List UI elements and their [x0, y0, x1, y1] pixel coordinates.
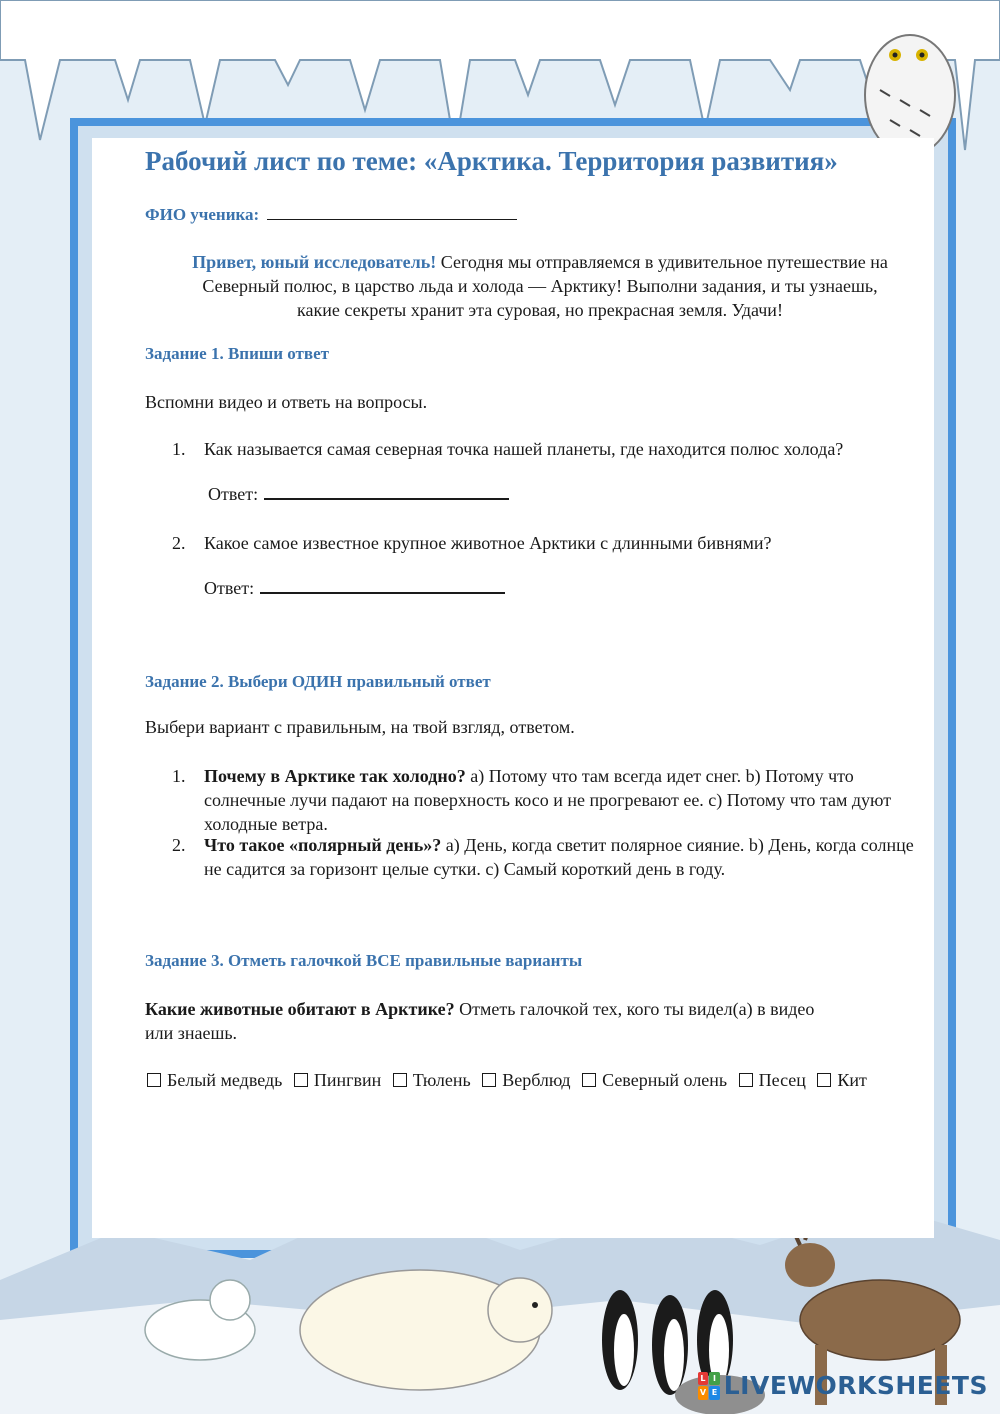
- checkbox-label: Тюлень: [412, 1070, 471, 1090]
- task3-question-rest: Отметь галочкой тех, кого ты видел(а) в видео: [454, 999, 815, 1019]
- intro-line2: Северный полюс, в царство льда и холода — Арктику! Выполни задания, и ты узнаешь,: [202, 276, 878, 296]
- question-text: [204, 833, 932, 881]
- question-options: a) Потому что там всегда идет снег. b) Потому что солнечные лучи падают на поверхность косо и не прогревают ее. c) Потому что там дуют холодные ветра.: [204, 766, 892, 834]
- checkbox-option[interactable]: [145, 1070, 282, 1090]
- task2-question: [172, 833, 932, 881]
- question-number: 1.: [172, 766, 186, 786]
- answer-field[interactable]: [264, 484, 509, 500]
- task1-question: [172, 437, 932, 461]
- question-number: 2.: [172, 533, 186, 553]
- task1-answer-row: [204, 578, 505, 599]
- animal-checkbox-list: [145, 1070, 945, 1091]
- task1-heading: Задание 1. Впиши ответ: [145, 344, 329, 363]
- question-bold: Почему в Арктике так холодно?: [204, 766, 466, 786]
- question-text: Как называется самая северная точка нашей планеты, где находится полюс холода?: [204, 439, 844, 459]
- intro-line3: какие секреты хранит эта суровая, но прекрасная земля. Удачи!: [297, 300, 783, 320]
- checkbox-option[interactable]: [292, 1070, 381, 1090]
- task2-heading: Задание 2. Выбери ОДИН правильный ответ: [145, 672, 491, 691]
- liveworksheets-badge-icon: [698, 1372, 720, 1400]
- checkbox[interactable]: [817, 1073, 831, 1087]
- question-text: [204, 764, 932, 836]
- checkbox[interactable]: [393, 1073, 407, 1087]
- task3-question-line2: или знаешь.: [145, 1023, 238, 1043]
- task1-instruction: Вспомни видео и ответь на вопросы.: [145, 392, 428, 412]
- checkbox[interactable]: [147, 1073, 161, 1087]
- checkbox-label: Северный олень: [602, 1070, 728, 1090]
- badge-letter: L: [698, 1372, 709, 1386]
- intro-greeting: Привет, юный исследователь!: [192, 252, 437, 272]
- question-text: Какое самое известное крупное животное Арктики с длинными бивнями?: [204, 533, 772, 553]
- badge-letter: I: [709, 1372, 720, 1386]
- page-title: Рабочий лист по теме: «Арктика. Территория развития»: [145, 146, 838, 176]
- student-name-row: [145, 205, 517, 225]
- liveworksheets-logo: [698, 1371, 988, 1400]
- badge-letter: E: [709, 1386, 720, 1400]
- badge-letter: V: [698, 1386, 709, 1400]
- task2-question: [172, 764, 932, 836]
- checkbox-option[interactable]: [737, 1070, 806, 1090]
- question-bold: Что такое «полярный день»?: [204, 835, 442, 855]
- answer-label: Ответ:: [204, 578, 255, 598]
- checkbox-option[interactable]: [580, 1070, 727, 1090]
- checkbox-label: Кит: [837, 1070, 867, 1090]
- intro-paragraph: [140, 250, 940, 322]
- task1-answer-row: [208, 484, 509, 505]
- student-name-label: ФИО ученика:: [145, 205, 260, 224]
- task3-question: [145, 997, 814, 1045]
- checkbox-label: Белый медведь: [167, 1070, 283, 1090]
- answer-field[interactable]: [260, 578, 505, 594]
- intro-line1: Сегодня мы отправляемся в удивительное путешествие на: [436, 252, 888, 272]
- checkbox-option[interactable]: [480, 1070, 570, 1090]
- checkbox-option[interactable]: [815, 1070, 867, 1090]
- task2-instruction: Выбери вариант с правильным, на твой взгляд, ответом.: [145, 717, 575, 737]
- student-name-field[interactable]: [267, 205, 517, 220]
- checkbox-label: Верблюд: [502, 1070, 571, 1090]
- checkbox-label: Пингвин: [313, 1070, 382, 1090]
- task1-question: [172, 531, 932, 555]
- liveworksheets-brand-text: LIVEWORKSHEETS: [723, 1371, 988, 1400]
- task3-heading: Задание 3. Отметь галочкой ВСЕ правильные варианты: [145, 951, 583, 970]
- answer-label: Ответ:: [208, 484, 259, 504]
- checkbox[interactable]: [482, 1073, 496, 1087]
- checkbox[interactable]: [582, 1073, 596, 1087]
- checkbox[interactable]: [294, 1073, 308, 1087]
- checkbox[interactable]: [739, 1073, 753, 1087]
- question-options: a) День, когда светит полярное сияние. b) День, когда солнце не садится за горизонт целые сутки. c) Самый короткий день в году.: [204, 835, 914, 879]
- question-number: 1.: [172, 439, 186, 459]
- checkbox-option[interactable]: [391, 1070, 471, 1090]
- question-number: 2.: [172, 835, 186, 855]
- task3-question-bold: Какие животные обитают в Арктике?: [145, 999, 455, 1019]
- checkbox-label: Песец: [758, 1070, 806, 1090]
